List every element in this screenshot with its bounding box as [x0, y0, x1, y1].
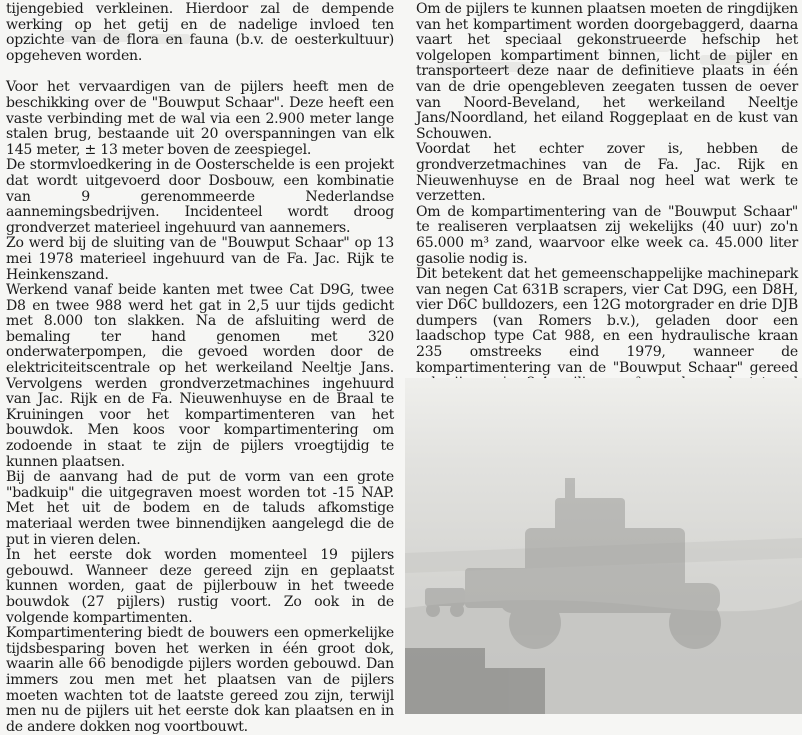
paragraph: Bij de aanvang had de put de vorm van een grote "badkuip" die uitgegraven moest worden tot -15 NAP. Met het uit de bodem en de taluds afkomstige materiaal werden twee binnendijken aangelegd die de put in vieren delen. — [6, 469, 394, 548]
right-text-column — [416, 2, 798, 407]
paragraph: tijengebied verkleinen. Hierdoor zal de dempende werking op het getij en de nadelige invloed ten opzichte van de flora en fauna (b.v. de oesterkultuur) opgeheven worden. — [6, 1, 394, 64]
paragraph: Zo werd bij de sluiting van de "Bouwput Schaar" op 13 mei 1978 materieel ingehuurd van de Fa. Jac. Rijk te Heinkenszand. — [6, 235, 394, 283]
paragraph: Om de pijlers te kunnen plaatsen moeten de ringdijken van het kompartiment worden doorgebaggerd, daarna vaart het speciaal gekonstrueerde hefschip het volgelopen kompartiment binnen, licht de pijler en transporteert deze naar de definitieve plaats in één van de drie opengebleven zeegaten tussen de oever van Noord-Beveland, het werkeiland Neeltje Jans/Noordland, het eiland Roggeplaat en de kust van Schouwen. — [416, 1, 798, 142]
left-text-column — [6, 2, 394, 735]
paragraph: Dit betekent dat het gemeenschappelijke machinepark van negen Cat 631B scrapers, vier Cat D9G, een D8H, vier D6C bulldozers, een 12G motorgrader en drie DJB dumpers (van Romers b.v.), geladen door een laadschop type Cat 988, en een hydraulische kraan 235 omstreeks eind 1979, wanneer de kompartimentering van de "Bouwput Schaar" gereed — [416, 266, 798, 376]
machinery-illustration — [405, 378, 802, 714]
paragraph: De stormvloedkering in de Oosterschelde is een projekt dat wordt uitgevoerd door Dosbouw, een kombinatie van 9 gerenommeerde Nederlandse aannemingsbedrijven. Incidenteel wordt droog grondverzet materieel ingehuurd van aannemers. — [6, 157, 394, 236]
paragraph: Om de kompartimentering van de "Bouwput Schaar" te realiseren verplaatsen zij wekelijks (40 uur) zo'n 65.000 m³ zand, waarvoor elke week ca. 45.000 liter gasolie nodig is. — [416, 203, 798, 267]
paragraph: Werkend vanaf beide kanten met twee Cat D9G, twee D8 en twee 988 werd het gat in 2,5 uur tijds gedicht met 8.000 ton slakken. Na de afsluiting werd de bemaling ter hand genomen met 320 onderwaterpompen, die gevoed worden door de elektriciteitscentrale op het werkeiland Neeltje Jans. Vervolgens werden grondverzetmachines ingehuurd van Jac. Rijk en de Fa. Nieuwenhuyse en de Braal te Kruiningen voor het kompartimenteren van het bouwdok. Men koos voor kompartimentering om zodoende in staat te zijn de pijlers vroegtijdig te kunnen plaatsen. — [6, 282, 394, 470]
paragraph: Voor het vervaardigen van de pijlers heeft men de beschikking over de "Bouwput Schaar". Deze heeft een vaste verbinding met de wal via een 2.900 meter lange stalen brug, bestaande uit 20 overspanningen van elk 145 meter, ± 13 meter boven de zeespiegel. — [6, 79, 394, 158]
paragraph: Kompartimentering biedt de bouwers een opmerkelijke tijdsbesparing boven het werken in één groot dok, waarin alle 66 benodigde pijlers worden gebouwd. Dan immers zou men met het plaatsen van de pijlers moeten wachten tot de laatste gereed zou zijn, terwijl men nu de pijlers uit het eerste dok kan plaatsen en in de andere dokken nog voortbouwt. — [6, 625, 394, 735]
faded-photo — [405, 378, 802, 714]
paragraph: Voordat het echter zover is, hebben de grondverzetmachines van de Fa. Jac. Rijk en Nieuwenhuyse en de Braal nog heel wat werk te verzetten. — [416, 141, 798, 205]
paragraph: In het eerste dok worden momenteel 19 pijlers gebouwd. Wanneer deze gereed zijn en geplaatst kunnen worden, gaat de pijlerbouw in het tweede bouwdok (27 pijlers) rustig voort. Zo ook in de volgende kompartimenten. — [6, 547, 394, 626]
